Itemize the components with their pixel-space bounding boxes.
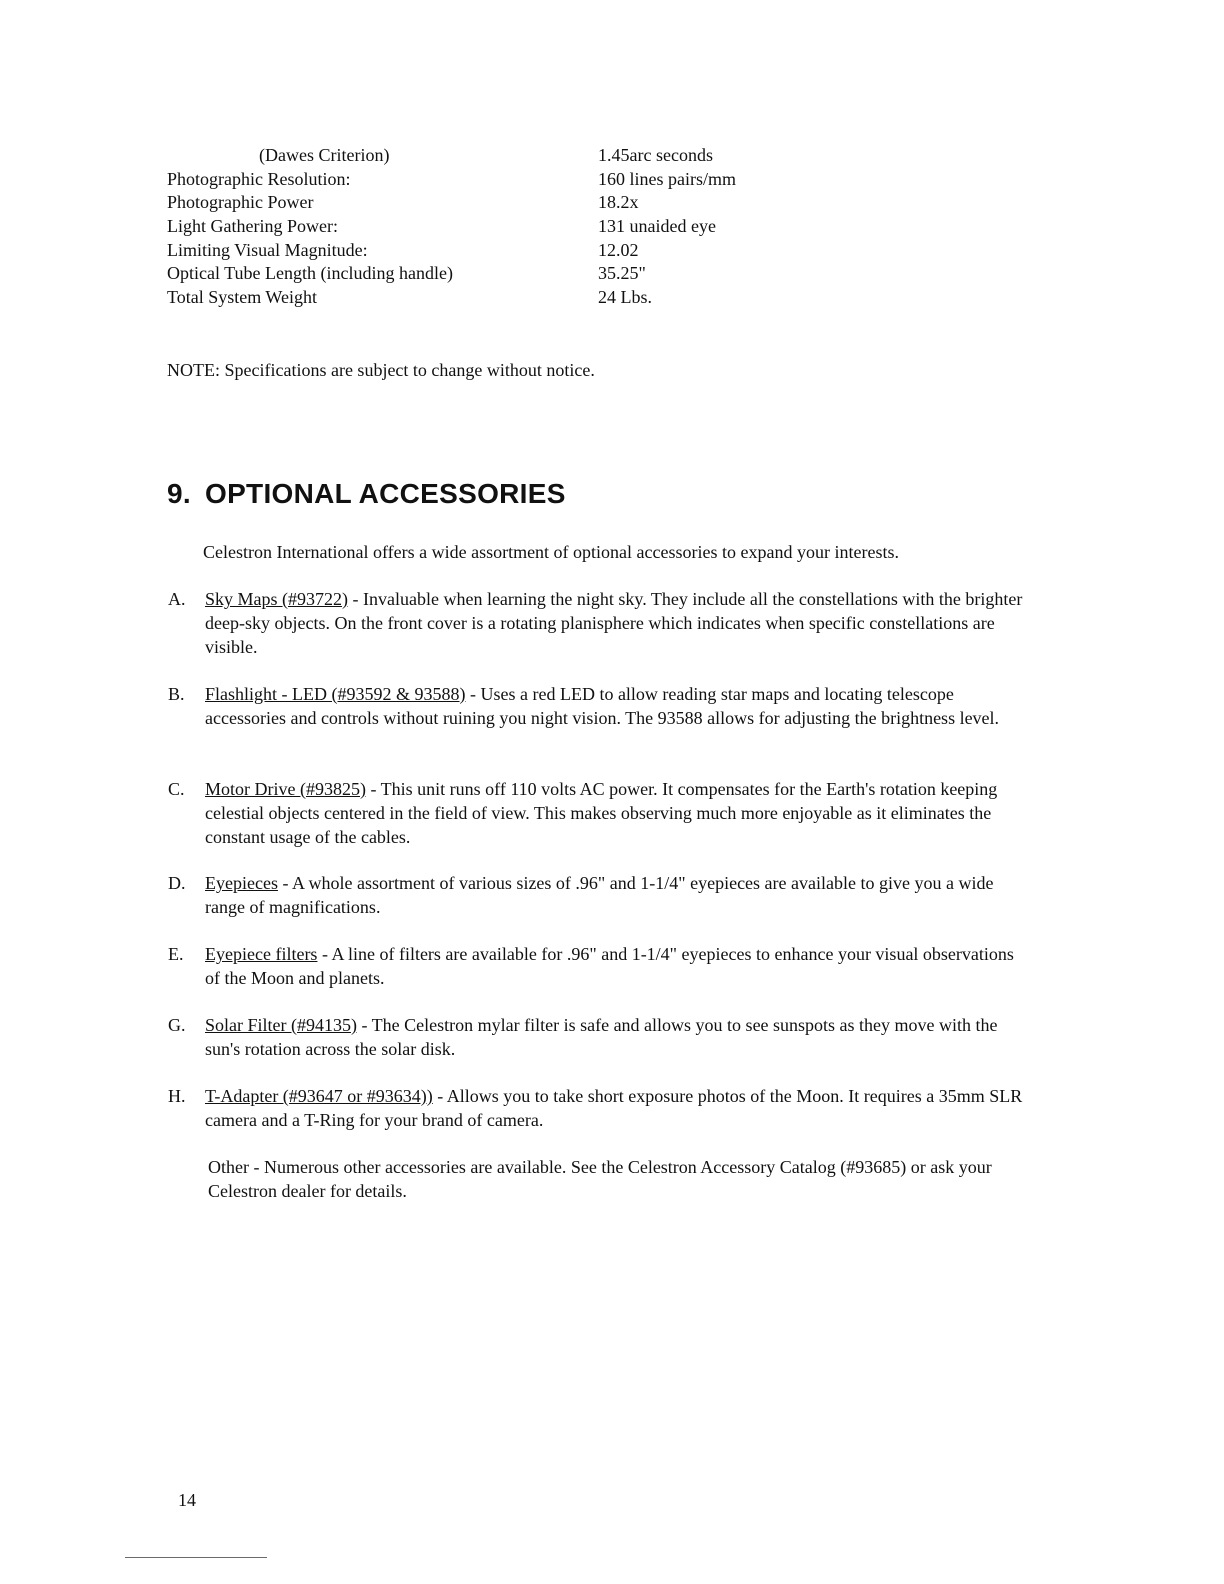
accessory-item-motor-drive bbox=[168, 778, 1028, 849]
accessory-description: - A line of filters are available for .96" and 1-1/4" eyepieces to enhance your visual observations of the Moon and planets. bbox=[205, 944, 1014, 988]
accessory-item-solar-filter bbox=[168, 1014, 1028, 1062]
accessory-description: - This unit runs off 110 volts AC power. It compensates for the Earth's rotation keeping celestial objects centered in the field of view. This makes observing much more enjoyable as it eliminates the constant usage of the cables. bbox=[205, 779, 998, 847]
accessory-letter: D. bbox=[168, 873, 186, 893]
accessory-name: Solar Filter (#94135) bbox=[205, 1015, 357, 1035]
section-number: 9. bbox=[167, 478, 191, 509]
spec-row-optical-tube-length bbox=[167, 262, 867, 286]
spec-label: Photographic Power bbox=[167, 192, 314, 213]
page-number: 14 bbox=[178, 1490, 196, 1510]
spec-row-limiting-visual-magnitude bbox=[167, 239, 867, 263]
spec-value: 35.25" bbox=[598, 263, 646, 284]
spec-label: Light Gathering Power: bbox=[167, 216, 338, 237]
accessory-name: Eyepiece filters bbox=[205, 944, 318, 964]
section-title: OPTIONAL ACCESSORIES bbox=[205, 478, 566, 509]
spec-row-dawes-criterion bbox=[167, 144, 867, 168]
accessory-letter: E. bbox=[168, 944, 184, 964]
spec-value: 12.02 bbox=[598, 239, 639, 260]
accessory-letter: C. bbox=[168, 779, 185, 799]
spec-value: 131 unaided eye bbox=[598, 216, 716, 237]
accessory-name: Sky Maps (#93722) bbox=[205, 589, 348, 609]
spec-value: 160 lines pairs/mm bbox=[598, 168, 736, 189]
accessory-item-t-adapter bbox=[168, 1085, 1028, 1133]
spec-row-photographic-resolution bbox=[167, 168, 867, 192]
accessory-body bbox=[205, 1014, 1028, 1062]
other-accessories-paragraph: Other - Numerous other accessories are available. See the Celestron Accessory Catalog (#93685) or ask your Celestron dealer for details. bbox=[208, 1157, 992, 1201]
accessory-letter: H. bbox=[168, 1086, 186, 1106]
accessory-description: - Uses a red LED to allow reading star maps and locating telescope accessories and controls without ruining you night vision. The 93588 allows for adjusting the brightness level. bbox=[205, 684, 1000, 728]
accessory-item-sky-maps bbox=[168, 588, 1028, 659]
accessory-item-eyepiece-filters bbox=[168, 943, 1028, 991]
spec-label: Limiting Visual Magnitude: bbox=[167, 239, 368, 260]
spec-label: (Dawes Criterion) bbox=[259, 145, 390, 165]
specifications-note: NOTE: Specifications are subject to change without notice. bbox=[167, 360, 595, 380]
accessory-body bbox=[205, 778, 1028, 849]
accessory-body bbox=[205, 588, 1028, 659]
accessory-body bbox=[205, 1085, 1028, 1133]
accessory-letter: B. bbox=[168, 684, 185, 704]
accessory-name: Motor Drive (#93825) bbox=[205, 779, 366, 799]
accessory-letter: G. bbox=[168, 1015, 186, 1035]
footer-rule bbox=[125, 1557, 267, 1558]
spec-label: Optical Tube Length (including handle) bbox=[167, 263, 453, 284]
spec-value: 24 Lbs. bbox=[598, 287, 652, 308]
spec-label: Total System Weight bbox=[167, 287, 317, 308]
accessory-description: - The Celestron mylar filter is safe and allows you to see sunspots as they move with the sun's rotation across the solar disk. bbox=[205, 1015, 998, 1059]
accessory-letter: A. bbox=[168, 589, 186, 609]
specifications-table bbox=[167, 144, 867, 310]
spec-row-light-gathering-power bbox=[167, 215, 867, 239]
accessory-name: T-Adapter (#93647 or #93634)) bbox=[205, 1086, 433, 1106]
accessory-name: Flashlight - LED (#93592 & 93588) bbox=[205, 684, 466, 704]
accessory-description: - Allows you to take short exposure photos of the Moon. It requires a 35mm SLR camera and a T-Ring for your brand of camera. bbox=[205, 1086, 1023, 1130]
section-intro: Celestron International offers a wide assortment of optional accessories to expand your interests. bbox=[203, 542, 899, 562]
spec-row-photographic-power bbox=[167, 191, 867, 215]
accessory-item-eyepieces bbox=[168, 872, 1028, 920]
accessory-description: - A whole assortment of various sizes of .96" and 1-1/4" eyepieces are available to give you a wide range of magnifications. bbox=[205, 873, 994, 917]
spec-row-total-system-weight bbox=[167, 286, 867, 310]
section-heading bbox=[167, 476, 566, 512]
accessory-description: - Invaluable when learning the night sky. They include all the constellations with the brighter deep-sky objects. On the front cover is a rotating planisphere which indicates when specific constellations are visible. bbox=[205, 589, 1023, 657]
accessory-item-flashlight bbox=[168, 683, 1028, 731]
accessory-body bbox=[205, 943, 1028, 991]
spec-value: 18.2x bbox=[598, 192, 639, 213]
accessory-name: Eyepieces bbox=[205, 873, 278, 893]
accessory-body bbox=[205, 683, 1028, 731]
spec-label: Photographic Resolution: bbox=[167, 168, 351, 189]
spec-value: 1.45arc seconds bbox=[598, 145, 713, 165]
accessory-body bbox=[205, 872, 1028, 920]
